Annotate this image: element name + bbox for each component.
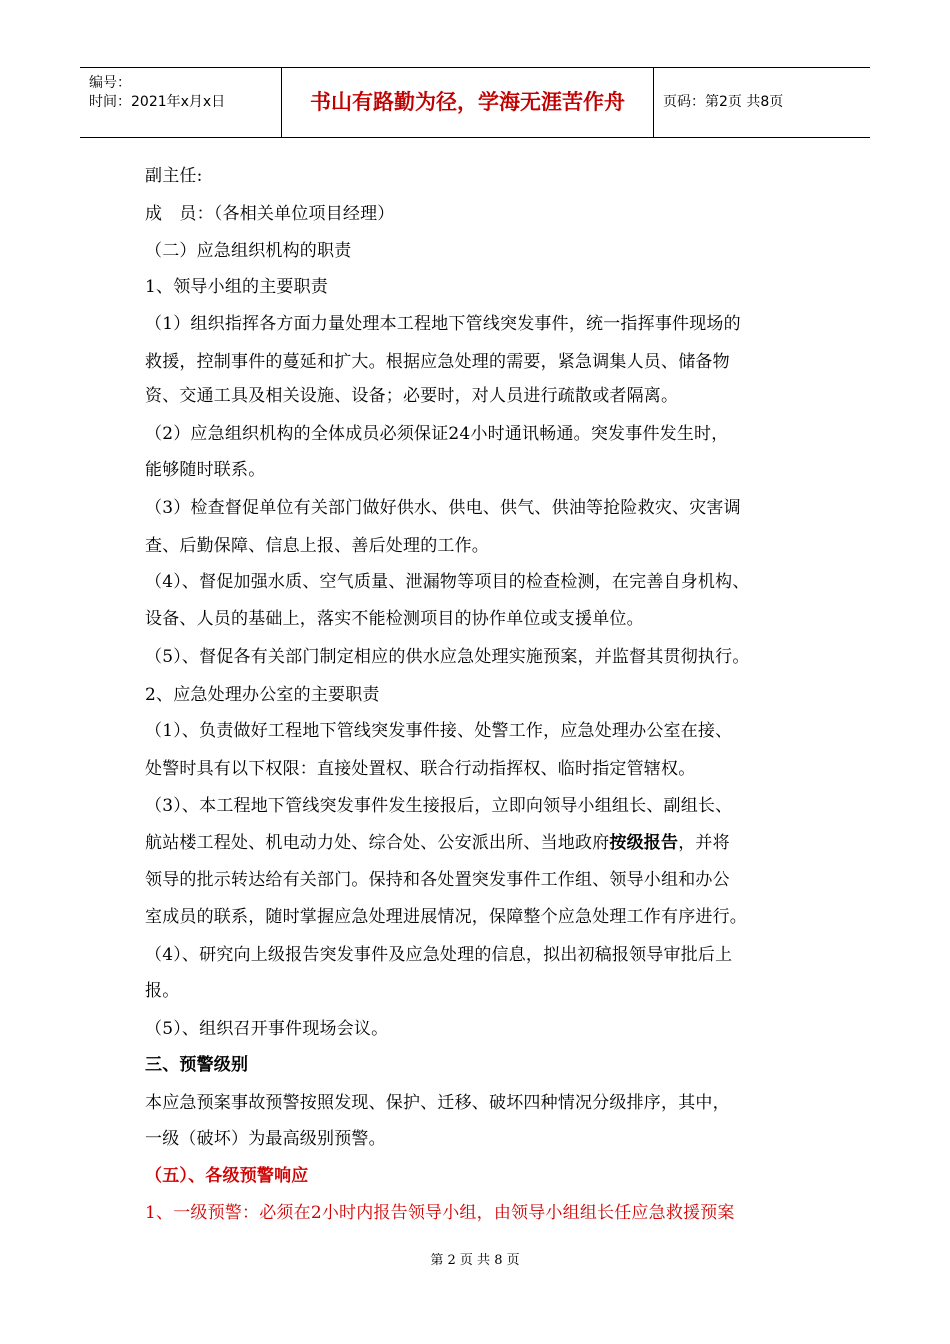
- text-line: （3）、本工程地下管线突发事件发生接报后，立即向领导小组组长、副组长、: [145, 796, 733, 816]
- page-footer: 第 2 页 共 8 页: [430, 1253, 520, 1268]
- document-header: [80, 67, 870, 138]
- text-line: （5）、督促各有关部门制定相应的供水应急处理实施预案，并监督其贯彻执行。: [145, 647, 750, 667]
- red-section-heading: （五）、各级预警响应: [145, 1166, 309, 1186]
- red-text-line: 1、一级预警：必须在2小时内报告领导小组，由领导小组组长任应急救援预案: [145, 1203, 735, 1223]
- text-line: 室成员的联系，随时掌握应急处理进展情况，保障整个应急处理工作有序进行。: [145, 907, 747, 927]
- text-line: 报。: [145, 981, 180, 1001]
- text-line: 处警时具有以下权限：直接处置权、联合行动指挥权、临时指定管辖权。: [145, 759, 696, 779]
- number-label: 编号：: [89, 75, 131, 91]
- bold-text: 按级报告: [609, 833, 679, 853]
- text-line: 资、交通工具及相关设施、设备；必要时，对人员进行疏散或者隔离。: [145, 386, 679, 406]
- section-heading: 三、预警级别: [145, 1055, 249, 1075]
- text-line: [145, 828, 730, 853]
- text-line: 设备、人员的基础上，落实不能检测项目的协作单位或支援单位。: [145, 609, 644, 629]
- text-line: 能够随时联系。: [145, 460, 266, 480]
- date-label: 时间：2021年x月x日: [89, 94, 226, 110]
- text-line: 一级（破坏）为最高级别预警。: [145, 1129, 386, 1149]
- section-subheading: （二）应急组织机构的职责: [145, 241, 352, 261]
- text-line: 救援，控制事件的蔓延和扩大。根据应急处理的需要，紧急调集人员、储备物: [145, 352, 730, 372]
- text-line: （1）组织指挥各方面力量处理本工程地下管线突发事件，统一指挥事件现场的: [145, 314, 741, 334]
- header-meta-cell: [80, 68, 282, 137]
- text-line: 成 员：（各相关单位项目经理）: [145, 204, 395, 224]
- text-line: （2）应急组织机构的全体成员必须保证24小时通讯畅通。突发事件发生时，: [145, 424, 729, 444]
- text-line: 领导的批示转达给有关部门。保持和各处置突发事件工作组、领导小组和办公: [145, 870, 730, 890]
- section-subheading: 2、应急处理办公室的主要职责: [145, 685, 380, 705]
- header-page-info: 页码：第2页 共8页: [663, 94, 784, 110]
- text-segment: 航站楼工程处、机电动力处、综合处、公安派出所、当地政府: [145, 833, 610, 853]
- section-subheading: 1、领导小组的主要职责: [145, 277, 329, 297]
- text-line: （4）、督促加强水质、空气质量、泄漏物等项目的检查检测，在完善自身机构、: [145, 572, 750, 592]
- text-line: （3）检查督促单位有关部门做好供水、供电、供气、供油等抢险救灾、灾害调: [145, 498, 741, 518]
- text-line: （1）、负责做好工程地下管线突发事件接、处警工作，应急处理办公室在接、: [145, 721, 733, 741]
- text-line: （5）、组织召开事件现场会议。: [145, 1019, 389, 1039]
- text-line: 查、后勤保障、信息上报、善后处理的工作。: [145, 536, 489, 556]
- text-line: 本应急预案事故预警按照发现、保护、迁移、破坏四种情况分级排序，其中，: [145, 1093, 730, 1113]
- text-line: （4）、研究向上级报告突发事件及应急处理的信息，拟出初稿报领导审批后上: [145, 945, 733, 965]
- text-line: 副主任:: [145, 166, 203, 186]
- header-motto: 书山有路勤为径，学海无涯苦作舟: [282, 68, 654, 137]
- text-segment: ，并将: [678, 833, 730, 853]
